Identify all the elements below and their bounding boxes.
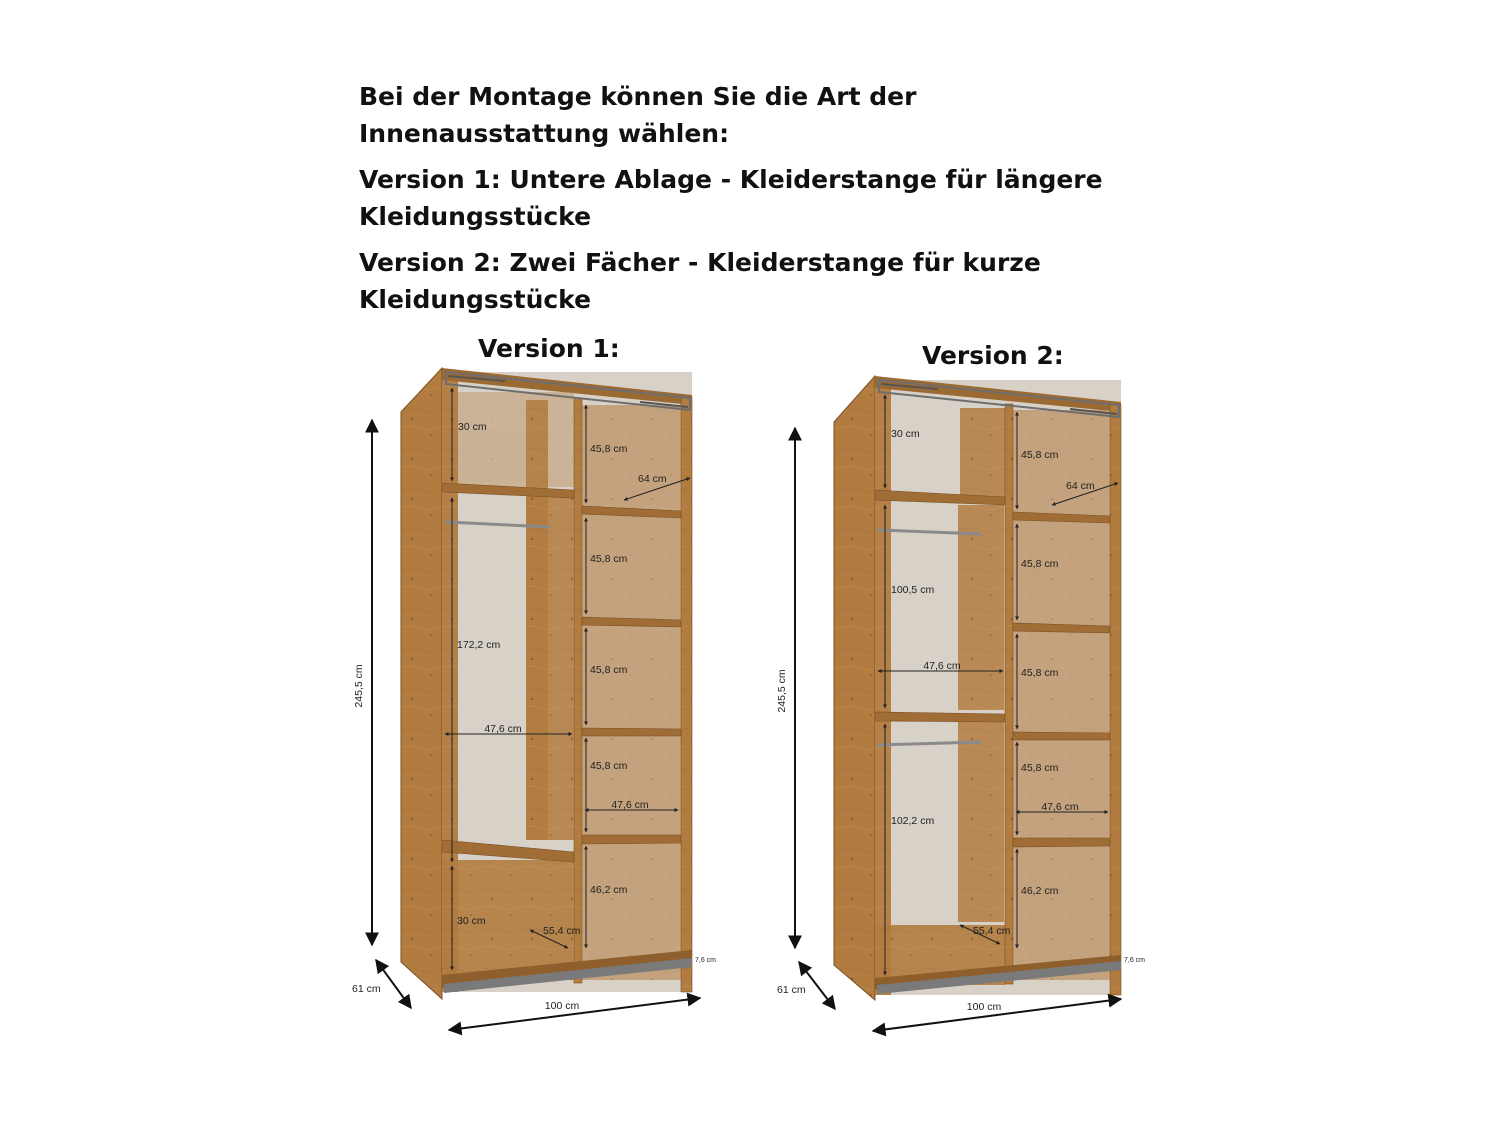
- v2-shelf2-label: 45,8 cm: [1021, 558, 1059, 570]
- v2-shelf3-label: 45,8 cm: [1021, 667, 1059, 679]
- intro-line-3: Version 2: Zwei Fächer - Kleiderstange für kurze Kleidungsstücke: [359, 248, 1041, 314]
- v1-inner-width-right-label: 47,6 cm: [611, 799, 649, 811]
- version1-title: Version 1:: [478, 334, 620, 363]
- v1-middle-divider: [574, 398, 582, 983]
- v1-inner-width-left-label: 47,6 cm: [484, 723, 522, 735]
- v2-right-panel: [1110, 405, 1121, 995]
- v2-top-left-label: 30 cm: [891, 428, 920, 440]
- v1-inner-depth-bottom-label: 55,4 cm: [543, 925, 581, 937]
- wardrobe-version2: [834, 376, 1121, 1000]
- v1-shelf2-label: 45,8 cm: [590, 553, 628, 565]
- v2-depth-label: 61 cm: [777, 984, 806, 996]
- v1-depth-line: [376, 960, 411, 1008]
- v2-plinth-label: 7,6 cm: [1124, 957, 1146, 964]
- version2-title: Version 2:: [922, 341, 1064, 370]
- v1-shelf1-label: 45,8 cm: [590, 443, 628, 455]
- v2-inner-depth-bottom-label: 55,4 cm: [973, 925, 1011, 937]
- v2-middle-divider: [1005, 404, 1013, 984]
- wardrobe-version1: [401, 368, 692, 999]
- v2-shelf4-label: 45,8 cm: [1021, 762, 1059, 774]
- v2-inner-width-left-label: 47,6 cm: [923, 660, 961, 672]
- v2-shelf1-label: 45,8 cm: [1021, 449, 1059, 461]
- intro-line-2: Version 1: Untere Ablage - Kleiderstange für längere Kleidungsstücke: [359, 165, 1103, 231]
- v1-width-label: 100 cm: [544, 1000, 580, 1012]
- v1-bottom-left-label: 30 cm: [457, 915, 486, 927]
- v2-hanging-lower-label: 102,2 cm: [891, 815, 935, 827]
- v2-height-label: 245,5 cm: [776, 669, 788, 713]
- v1-hanging-label: 172,2 cm: [457, 639, 501, 651]
- v1-shelf4-label: 45,8 cm: [590, 760, 628, 772]
- v1-side-panel: [401, 368, 442, 999]
- v1-height-label: 245,5 cm: [353, 664, 365, 708]
- v2-side-panel: [834, 376, 875, 1000]
- v1-shelf5-label: 46,2 cm: [590, 884, 628, 896]
- v1-plinth-label: 7,6 cm: [695, 957, 717, 964]
- v1-inner-depth-top-label: 64 cm: [638, 473, 667, 485]
- v2-inner-depth-top-label: 64 cm: [1066, 480, 1095, 492]
- v1-right-panel: [681, 397, 692, 992]
- intro-line-1: Bei der Montage können Sie die Art der Innenausstattung wählen:: [359, 82, 917, 148]
- v1-shelf3-label: 45,8 cm: [590, 664, 628, 676]
- v2-shelf5-label: 46,2 cm: [1021, 885, 1059, 897]
- v1-depth-label: 61 cm: [352, 983, 381, 995]
- v1-top-left-label: 30 cm: [458, 421, 487, 433]
- v2-hanging-upper-label: 100,5 cm: [891, 584, 935, 596]
- v2-width-label: 100 cm: [966, 1001, 1002, 1013]
- v2-inner-width-right-label: 47,6 cm: [1041, 801, 1079, 813]
